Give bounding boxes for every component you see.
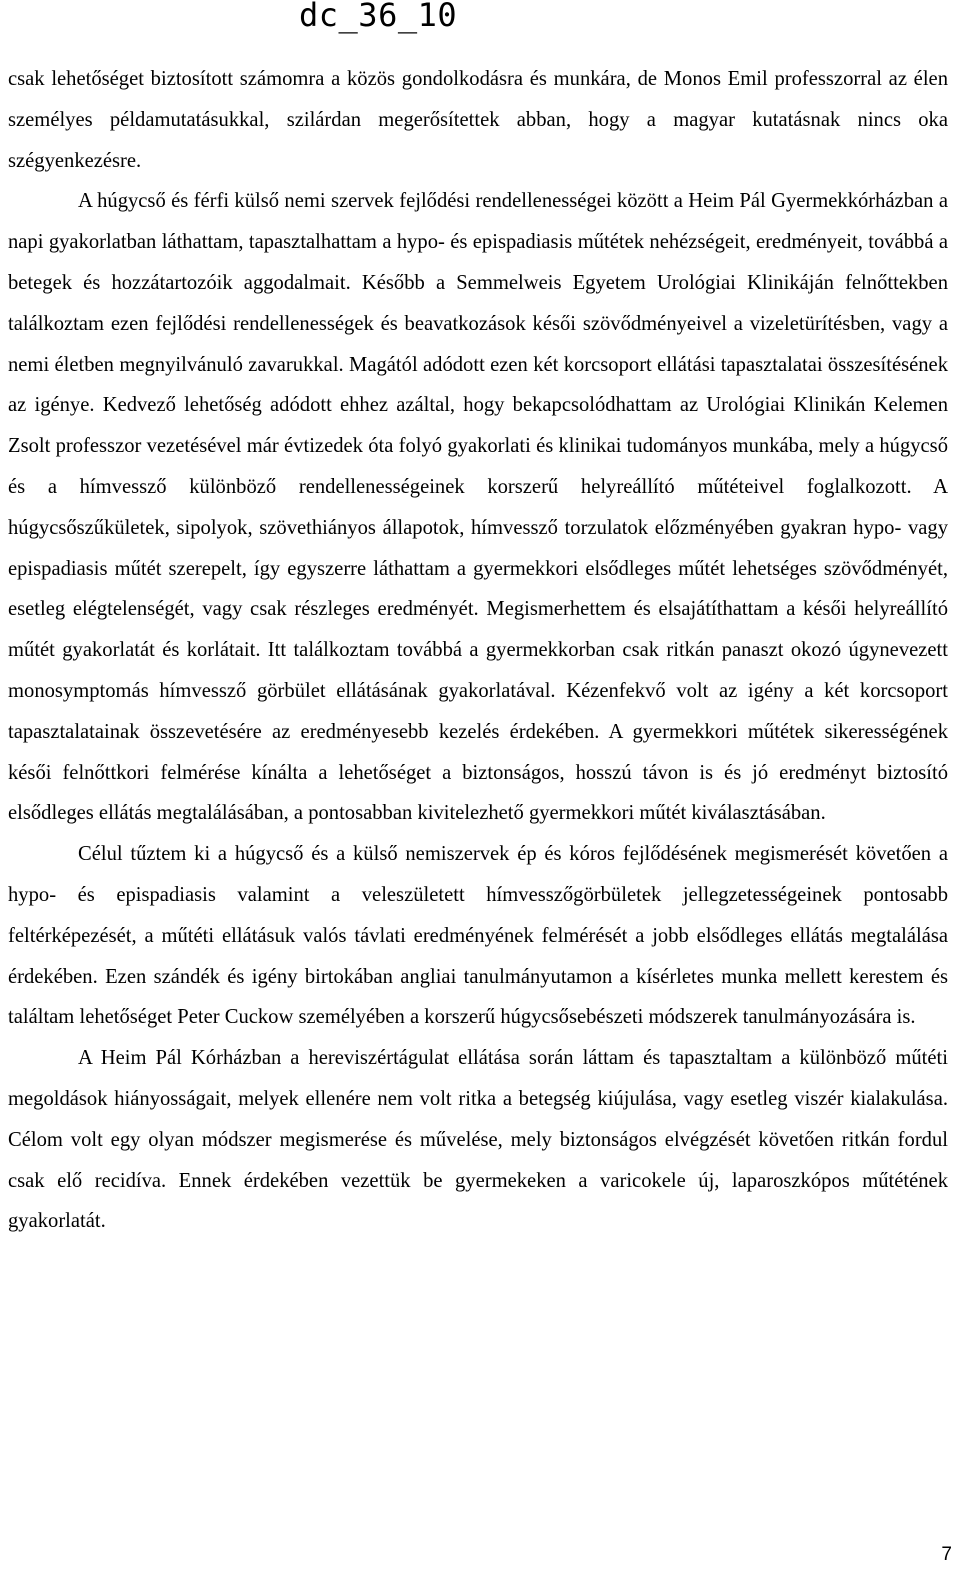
paragraph-heim-pal-experience: A húgycső és férfi külső nemi szervek fejlődési rendellenességei között a Heim Pál Gyermekkórházban a napi gyakorlatban láthattam, tapasztalhattam a hypo- és epispadiasis műtétek nehézségeit, eredményeit, továbbá a betegek és hozzátartozóik aggodalmait. Később a Semmelweis Egyetem Urológiai Klinikáján felnőttekben találkoztam ezen fejlődési rendellenességek és beavatkozások késői szövődményeivel a vizeletürítésben, vagy a nemi életben megnyilvánuló zavarukkal. Magától adódott ezen két korcsoport ellátási tapasztalatai összesítésének az igénye. Kedvező lehetőség adódott ehhez azáltal, hogy bekapcsolódhattam az Urológiai Klinikán Kelemen Zsolt professzor vezetésével már évtizedek óta folyó gyakorlati és klinikai tudományos munkába, mely a húgycső és a hímvessző különböző rendellenességeinek korszerű helyreállító műtéteivel foglalkozott. A húgycsőszűkületek, sipolyok, szövethiányos állapotok, hímvessző torzulatok előzményében gyakran hypo- vagy epispadiasis műtét szerepelt, így egyszerre láthattam a gyermekkori elsődleges műtét lehetséges szövődményét, esetleg elégtelenségét, vagy csak részleges eredményét. Megismerhettem és elsajátíthattam a késői helyreállító műtét gyakorlatát és korlátait. Itt találkoztam továbbá a gyermekkorban csak ritkán panaszt okozó úgynevezett monosymptomás hímvessző görbület ellátásának gyakorlatával. Kézenfekvő volt az igény a két korcsoport tapasztalatainak összevetésére az eredményesebb kezelés érdekében. A gyermekkori műtétek sikerességének késői felnőttkori felmérése kínálta a lehetőséget a biztonságos, hosszú távon is és jó eredményt biztosító elsődleges ellátás megtalálásában, a pontosabban kivitelezhető gyermekkori műtét kiválasztásában.	[8, 190, 948, 825]
body-text	[8, 59, 948, 1242]
page-number: 7	[941, 1544, 952, 1565]
paragraph-continuation: csak lehetőséget biztosított számomra a közös gondolkodásra és munkára, de Monos Emil professzorral az élen személyes példamutatásukkal, szilárdan megerősítettek abban, hogy a magyar kutatásnak nincs oka szégyenkezésre.	[8, 68, 948, 172]
paragraph-varicocele: A Heim Pál Kórházban a hereviszértágulat ellátása során láttam és tapasztaltam a különböző műtéti megoldások hiányosságait, melyek ellenére nem volt ritka a betegség kiújulása, vagy esetleg viszér kialakulása. Célom volt egy olyan módszer megismerése és művelése, mely biztonságos elvégzését követően ritkán fordul csak elő recidíva. Ennek érdekében vezettük be gyermekeken a varicokele új, laparoszkópos műtétének gyakorlatát.	[8, 1047, 948, 1233]
paragraph-goals: Célul tűztem ki a húgycső és a külső nemiszervek ép és kóros fejlődésének megismerését követően a hypo- és epispadiasis valamint a veleszületett hímvesszőgörbületek jellegzetességeinek pontosabb feltérképezését, a műtéti ellátásuk valós távlati eredményének felmérését a jobb elsődleges ellátás megtalálása érdekében. Ezen szándék és igény birtokában angliai tanulmányutamon a kísérletes munka mellett kerestem és találtam lehetőséget Peter Cuckow személyében a korszerű húgycsősebészeti módszerek tanulmányozására is.	[8, 843, 948, 1029]
document-id-header: dc_36_10	[299, 0, 458, 34]
